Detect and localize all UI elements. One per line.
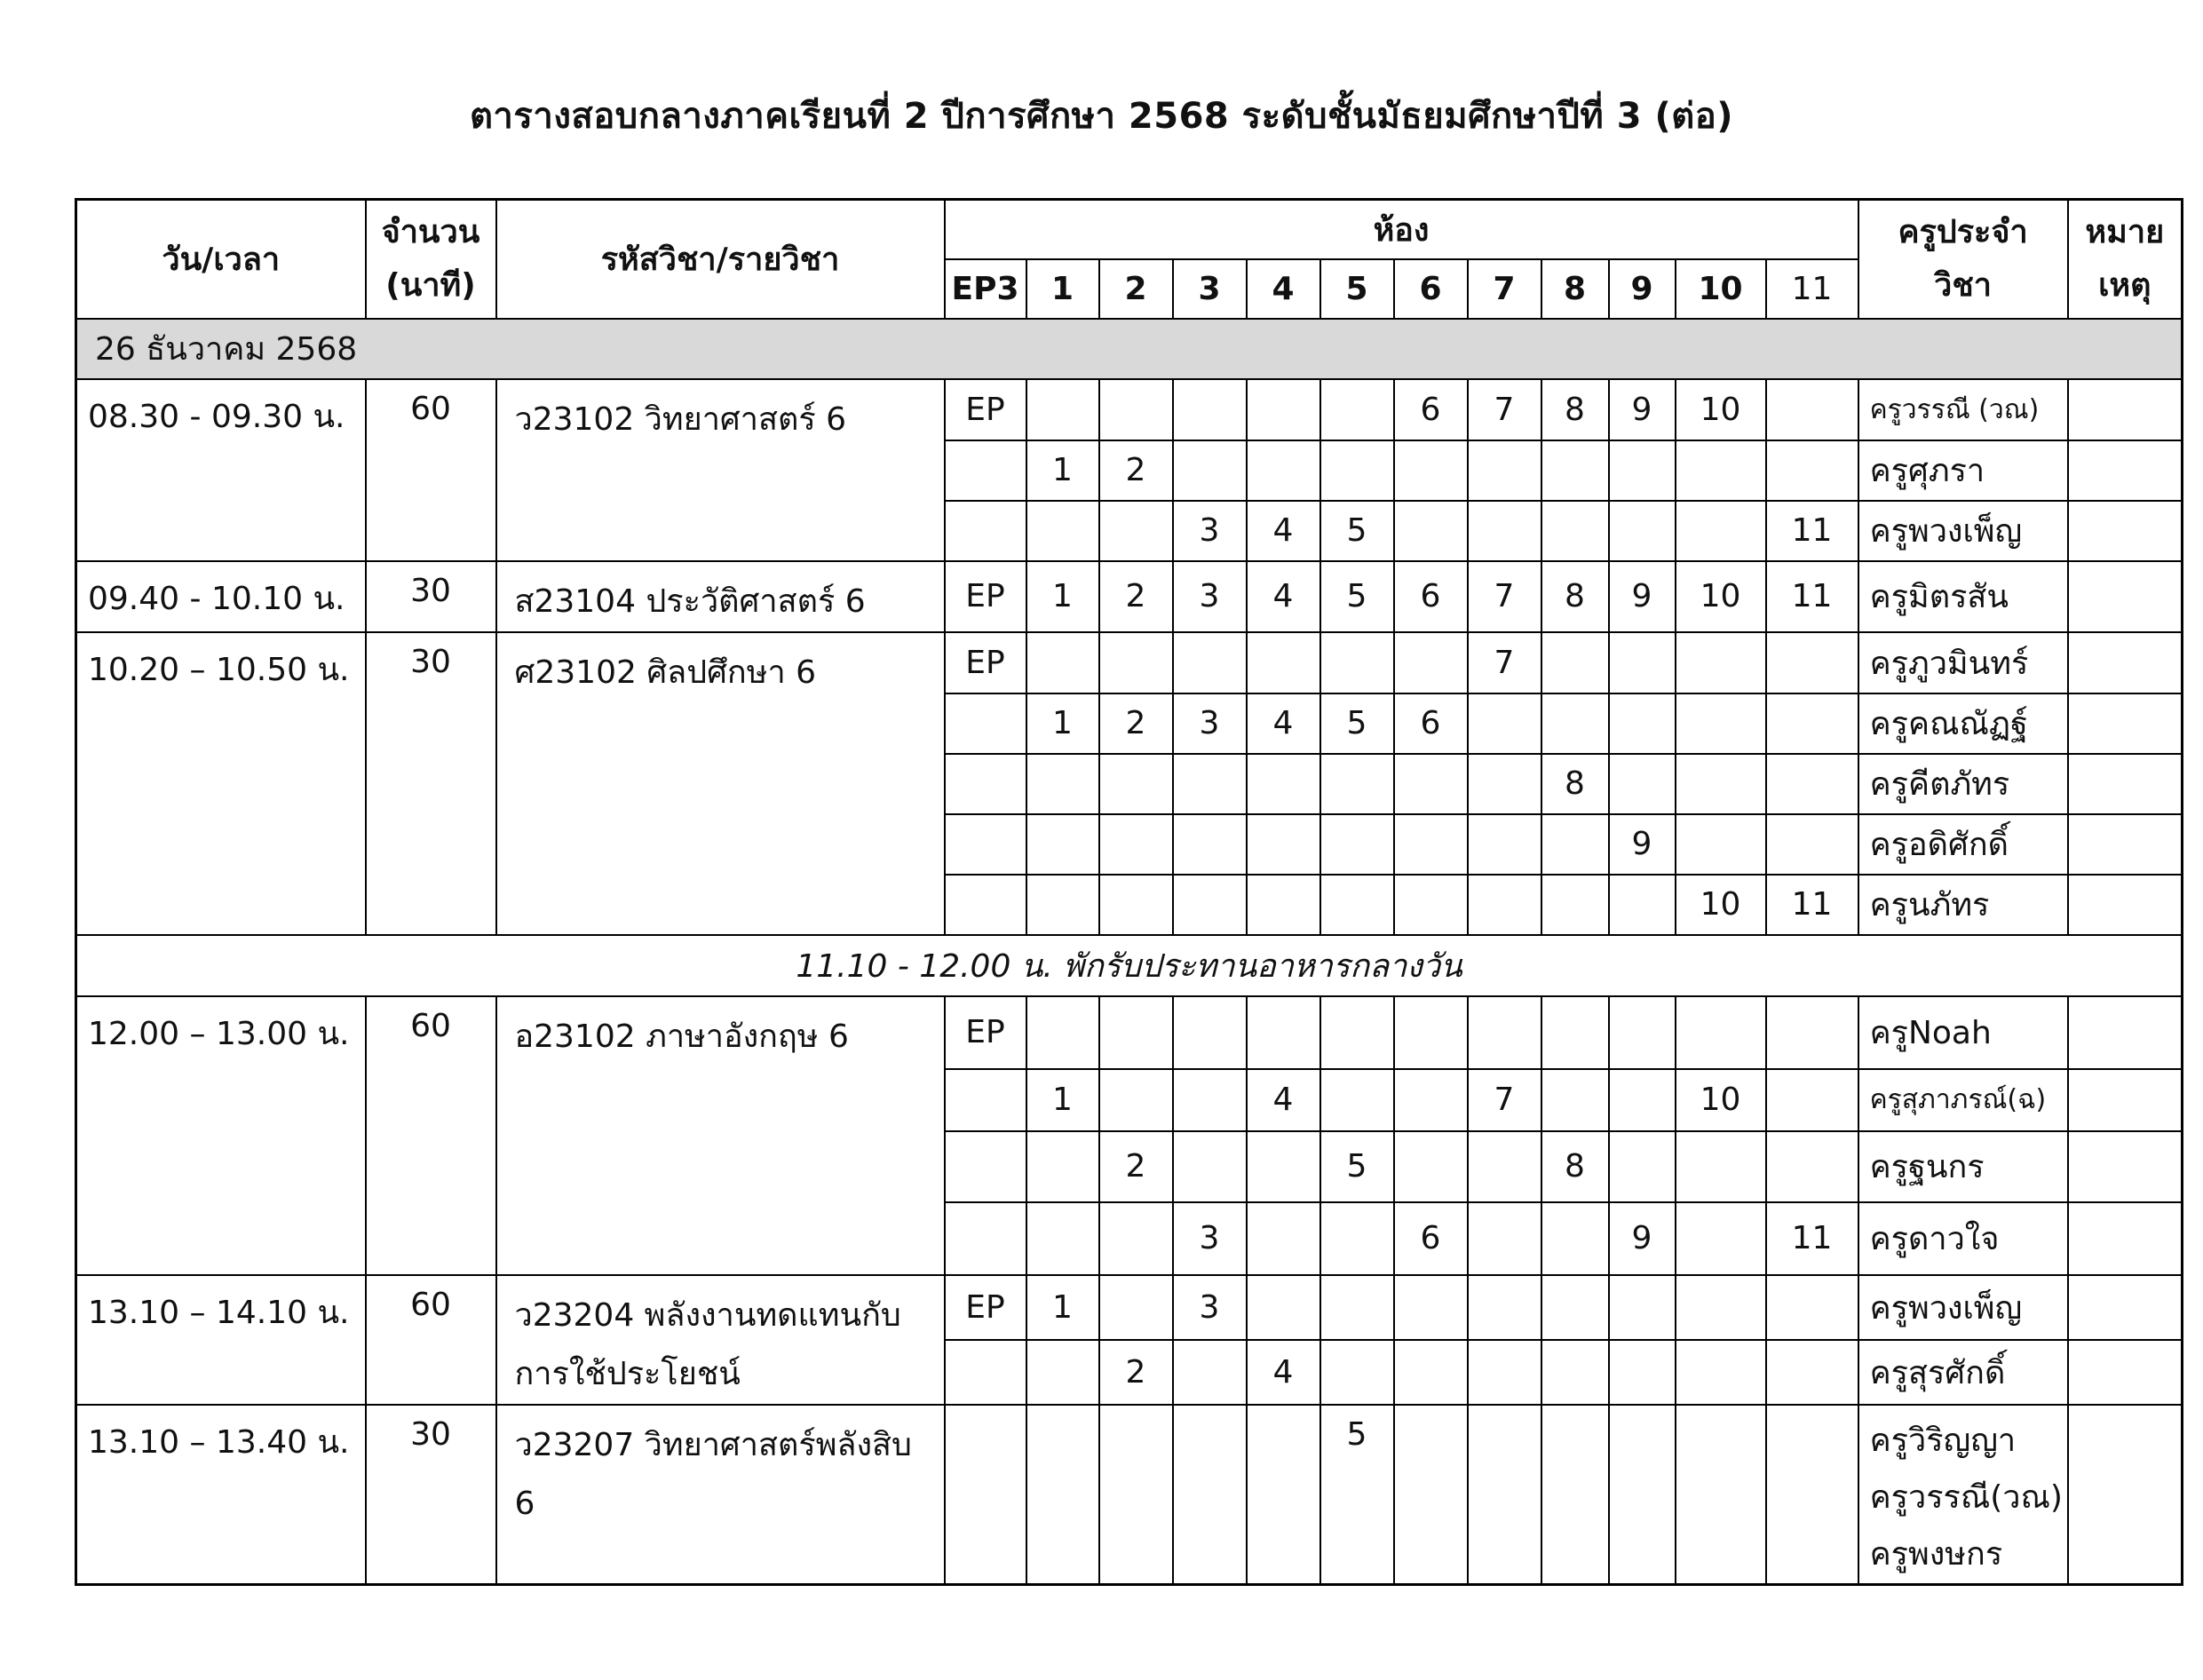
room-cell	[1541, 440, 1609, 501]
room-cell: 6	[1394, 1202, 1468, 1275]
room-cell	[945, 754, 1026, 814]
teacher-name: ครูพงษกร	[1869, 1535, 2003, 1573]
room-cell	[1541, 814, 1609, 875]
room-cell: 9	[1609, 561, 1676, 632]
room-cell	[1394, 1275, 1468, 1340]
room-cell: 3	[1173, 561, 1247, 632]
room-cell	[1394, 875, 1468, 935]
room-cell	[1394, 1340, 1468, 1405]
room-cell	[1026, 996, 1099, 1069]
room-cell	[1099, 754, 1173, 814]
room-cell: 2	[1099, 693, 1173, 754]
room-cell	[1394, 1131, 1468, 1202]
room-cell	[1320, 814, 1394, 875]
note-cell	[2068, 501, 2183, 561]
header-teacher-line2: วิชา	[1934, 266, 1992, 304]
teacher-name: ครูวิริญญา	[1869, 1422, 2017, 1459]
room-cell: 8	[1541, 1131, 1609, 1202]
room-cell	[945, 693, 1026, 754]
note-cell	[2068, 1131, 2183, 1202]
subject-cell	[496, 1275, 945, 1405]
room-cell	[1676, 632, 1766, 693]
room-cell	[1320, 875, 1394, 935]
room-cell	[1541, 632, 1609, 693]
room-cell	[1394, 1069, 1468, 1131]
room-cell	[945, 875, 1026, 935]
header-teacher	[1858, 200, 2068, 319]
room-cell	[1468, 814, 1541, 875]
room-cell	[1026, 379, 1099, 440]
note-cell	[2068, 693, 2183, 754]
time-cell: 10.20 – 10.50 น.	[76, 632, 366, 935]
room-cell	[1676, 1405, 1766, 1585]
header-duration-line2: (นาที)	[385, 266, 476, 304]
teacher-name: ครูวรรณี(วณ)	[1869, 1478, 2063, 1516]
room-cell	[1099, 875, 1173, 935]
room-cell: EP	[945, 996, 1026, 1069]
teacher-cell: ครูคีตภัทร	[1858, 754, 2068, 814]
duration-cell: 30	[366, 1405, 496, 1585]
room-cell	[1609, 1405, 1676, 1585]
room-cell	[1173, 632, 1247, 693]
room-cell	[1026, 814, 1099, 875]
room-header: 9	[1609, 259, 1676, 319]
teacher-cell	[1858, 1405, 2068, 1585]
room-cell	[1394, 1405, 1468, 1585]
room-cell	[1394, 754, 1468, 814]
room-cell	[1099, 814, 1173, 875]
teacher-cell: ครูนภัทร	[1858, 875, 2068, 935]
room-cell	[1676, 1275, 1766, 1340]
room-cell	[1766, 1069, 1858, 1131]
room-cell	[1173, 996, 1247, 1069]
room-cell: 8	[1541, 379, 1609, 440]
room-cell: 2	[1099, 1131, 1173, 1202]
room-cell	[945, 440, 1026, 501]
room-cell: 10	[1676, 379, 1766, 440]
room-cell	[1766, 1131, 1858, 1202]
room-cell: 3	[1173, 1275, 1247, 1340]
teacher-cell: ครูคณณัฏฐ์	[1858, 693, 2068, 754]
teacher-cell: ครูศุภรา	[1858, 440, 2068, 501]
room-cell: 10	[1676, 561, 1766, 632]
room-cell	[1609, 1131, 1676, 1202]
room-cell: 1	[1026, 693, 1099, 754]
room-cell	[1099, 1405, 1173, 1585]
room-cell	[1609, 875, 1676, 935]
room-cell	[1541, 1275, 1609, 1340]
header-room: ห้อง	[945, 200, 1858, 259]
room-cell: 8	[1541, 561, 1609, 632]
room-cell	[1541, 1069, 1609, 1131]
room-cell	[1247, 814, 1320, 875]
room-cell	[1676, 996, 1766, 1069]
duration-cell: 60	[366, 996, 496, 1275]
room-cell	[1609, 1340, 1676, 1405]
room-cell: 10	[1676, 1069, 1766, 1131]
duration-cell: 30	[366, 632, 496, 935]
room-cell	[1173, 1405, 1247, 1585]
page-title: ตารางสอบกลางภาคเรียนที่ 2 ปีการศึกษา 2568 ระดับชั้นมัธยมศึกษาปีที่ 3 (ต่อ)	[469, 96, 1734, 137]
room-cell	[1320, 440, 1394, 501]
subject-line: ว23207 วิทยาศาสตร์พลังสิบ	[514, 1426, 912, 1463]
room-cell	[1026, 1202, 1099, 1275]
room-cell: 1	[1026, 1069, 1099, 1131]
room-cell	[1099, 1202, 1173, 1275]
room-cell: 10	[1676, 875, 1766, 935]
note-cell	[2068, 440, 2183, 501]
room-cell	[1676, 1340, 1766, 1405]
room-cell: 4	[1247, 561, 1320, 632]
teacher-cell: ครูพวงเพ็ญ	[1858, 1275, 2068, 1340]
room-cell	[1173, 440, 1247, 501]
room-cell	[1173, 814, 1247, 875]
duration-cell: 60	[366, 1275, 496, 1405]
room-cell: 5	[1320, 693, 1394, 754]
room-cell: 2	[1099, 440, 1173, 501]
room-cell	[1766, 693, 1858, 754]
room-cell	[945, 501, 1026, 561]
lunch-break-row: 11.10 - 12.00 น. พักรับประทานอาหารกลางวัน	[76, 935, 2183, 996]
subject-cell	[496, 1405, 945, 1585]
room-cell	[1676, 754, 1766, 814]
date-row: 26 ธันวาคม 2568	[76, 319, 2183, 379]
room-cell	[1676, 693, 1766, 754]
room-header: 6	[1394, 259, 1468, 319]
subject-cell: ศ23102 ศิลปศึกษา 6	[496, 632, 945, 935]
header-duration-line1: จำนวน	[381, 213, 480, 250]
time-cell: 12.00 – 13.00 น.	[76, 996, 366, 1275]
room-cell: 5	[1320, 1131, 1394, 1202]
room-cell	[1609, 632, 1676, 693]
room-cell	[1676, 814, 1766, 875]
room-cell	[1320, 1275, 1394, 1340]
room-cell	[1173, 875, 1247, 935]
room-header: 7	[1468, 259, 1541, 319]
room-cell	[1468, 875, 1541, 935]
room-cell	[1468, 1131, 1541, 1202]
room-header: EP3	[945, 259, 1026, 319]
room-cell	[1320, 632, 1394, 693]
note-cell	[2068, 561, 2183, 632]
room-cell: 2	[1099, 1340, 1173, 1405]
room-cell: 4	[1247, 693, 1320, 754]
teacher-cell: ครูภูวมินทร์	[1858, 632, 2068, 693]
room-cell	[1247, 1131, 1320, 1202]
room-cell	[1468, 440, 1541, 501]
room-cell	[945, 1405, 1026, 1585]
room-cell	[1676, 1202, 1766, 1275]
room-header: 11	[1766, 259, 1858, 319]
note-cell	[2068, 379, 2183, 440]
room-cell	[945, 1069, 1026, 1131]
room-cell	[1766, 754, 1858, 814]
room-cell	[1173, 1069, 1247, 1131]
room-cell	[1320, 379, 1394, 440]
room-cell: 6	[1394, 561, 1468, 632]
room-cell	[1468, 1405, 1541, 1585]
teacher-cell: ครูวรรณี (วณ)	[1858, 379, 2068, 440]
room-cell: 9	[1609, 379, 1676, 440]
room-cell	[945, 1202, 1026, 1275]
subject-cell: อ23102 ภาษาอังกฤษ 6	[496, 996, 945, 1275]
room-cell	[1026, 632, 1099, 693]
room-cell	[1247, 1202, 1320, 1275]
room-cell: 4	[1247, 501, 1320, 561]
teacher-cell: ครูมิตรสัน	[1858, 561, 2068, 632]
room-cell	[1026, 1131, 1099, 1202]
room-cell: 1	[1026, 440, 1099, 501]
room-cell: 3	[1173, 1202, 1247, 1275]
teacher-cell: ครูสุภาภรณ์(ฉ)	[1858, 1069, 2068, 1131]
room-cell	[1247, 440, 1320, 501]
room-cell: 6	[1394, 379, 1468, 440]
room-cell: 11	[1766, 561, 1858, 632]
room-cell	[1676, 501, 1766, 561]
room-cell: 7	[1468, 561, 1541, 632]
duration-cell: 30	[366, 561, 496, 632]
room-cell	[1026, 1340, 1099, 1405]
header-note-line1: หมาย	[2085, 213, 2165, 250]
duration-cell: 60	[366, 379, 496, 561]
header-subject: รหัสวิชา/รายวิชา	[496, 200, 945, 319]
room-cell	[1541, 1340, 1609, 1405]
room-cell: 6	[1394, 693, 1468, 754]
room-cell	[945, 814, 1026, 875]
room-cell	[1766, 814, 1858, 875]
note-cell	[2068, 1340, 2183, 1405]
room-cell: 11	[1766, 501, 1858, 561]
room-cell: 4	[1247, 1069, 1320, 1131]
room-cell	[1541, 693, 1609, 754]
room-cell	[1099, 1069, 1173, 1131]
room-cell: 9	[1609, 1202, 1676, 1275]
room-cell	[1468, 1275, 1541, 1340]
room-cell	[945, 1340, 1026, 1405]
room-cell	[945, 1131, 1026, 1202]
teacher-cell: ครูพวงเพ็ญ	[1858, 501, 2068, 561]
subject-line: การใช้ประโยชน์	[514, 1355, 741, 1392]
room-cell	[1766, 379, 1858, 440]
time-cell: 13.10 – 14.10 น.	[76, 1275, 366, 1405]
note-cell	[2068, 875, 2183, 935]
room-cell: 7	[1468, 379, 1541, 440]
room-cell: 11	[1766, 875, 1858, 935]
room-cell: 3	[1173, 501, 1247, 561]
header-datetime: วัน/เวลา	[76, 200, 366, 319]
room-cell	[1099, 996, 1173, 1069]
room-cell	[1247, 632, 1320, 693]
room-cell	[1026, 1405, 1099, 1585]
subject-cell: ส23104 ประวัติศาสตร์ 6	[496, 561, 945, 632]
room-cell: 3	[1173, 693, 1247, 754]
note-cell	[2068, 996, 2183, 1069]
subject-cell: ว23102 วิทยาศาสตร์ 6	[496, 379, 945, 561]
time-cell: 08.30 - 09.30 น.	[76, 379, 366, 561]
room-cell	[1247, 1405, 1320, 1585]
room-cell	[1394, 814, 1468, 875]
room-cell	[1676, 1131, 1766, 1202]
room-cell: 4	[1247, 1340, 1320, 1405]
teacher-cell: ครูอดิศักดิ์	[1858, 814, 2068, 875]
header-note-line2: เหตุ	[2098, 266, 2151, 304]
room-cell: 5	[1320, 501, 1394, 561]
teacher-cell: ครูฐนกร	[1858, 1131, 2068, 1202]
room-cell	[1766, 1340, 1858, 1405]
room-cell	[1394, 996, 1468, 1069]
note-cell	[2068, 1069, 2183, 1131]
room-cell	[1099, 379, 1173, 440]
room-cell	[1394, 501, 1468, 561]
room-cell	[1394, 632, 1468, 693]
room-cell: 9	[1609, 814, 1676, 875]
room-cell: 5	[1320, 1405, 1394, 1585]
room-header: 10	[1676, 259, 1766, 319]
room-cell	[1026, 754, 1099, 814]
room-cell	[1320, 1340, 1394, 1405]
note-cell	[2068, 632, 2183, 693]
room-cell	[1099, 501, 1173, 561]
room-cell	[1247, 1275, 1320, 1340]
room-cell	[1468, 1340, 1541, 1405]
room-cell: 1	[1026, 1275, 1099, 1340]
room-cell	[1320, 1069, 1394, 1131]
room-header: 5	[1320, 259, 1394, 319]
room-cell	[1394, 440, 1468, 501]
room-cell: 7	[1468, 1069, 1541, 1131]
room-cell	[1541, 1202, 1609, 1275]
room-cell	[1676, 440, 1766, 501]
room-cell	[1468, 693, 1541, 754]
room-cell: 2	[1099, 561, 1173, 632]
room-cell	[1026, 875, 1099, 935]
room-cell	[1541, 501, 1609, 561]
room-cell	[1247, 875, 1320, 935]
room-cell	[1320, 996, 1394, 1069]
room-cell	[1609, 693, 1676, 754]
time-cell: 09.40 - 10.10 น.	[76, 561, 366, 632]
room-cell: 7	[1468, 632, 1541, 693]
room-cell	[1468, 1202, 1541, 1275]
time-cell: 13.10 – 13.40 น.	[76, 1405, 366, 1585]
room-cell	[1609, 440, 1676, 501]
note-cell	[2068, 754, 2183, 814]
room-cell	[1468, 501, 1541, 561]
room-cell	[1468, 996, 1541, 1069]
room-cell	[1609, 996, 1676, 1069]
room-header: 8	[1541, 259, 1609, 319]
room-cell	[1609, 754, 1676, 814]
room-cell	[1766, 1275, 1858, 1340]
room-header: 2	[1099, 259, 1173, 319]
room-cell	[1173, 1131, 1247, 1202]
room-cell: EP	[945, 561, 1026, 632]
room-cell	[1766, 632, 1858, 693]
room-cell: 8	[1541, 754, 1609, 814]
room-cell: EP	[945, 1275, 1026, 1340]
room-header: 4	[1247, 259, 1320, 319]
header-duration	[366, 200, 496, 319]
room-cell	[1026, 501, 1099, 561]
room-cell	[1541, 996, 1609, 1069]
room-cell	[1766, 1405, 1858, 1585]
room-cell	[1173, 379, 1247, 440]
header-teacher-line1: ครูประจำ	[1898, 213, 2028, 250]
exam-schedule-table	[75, 198, 2183, 1586]
room-cell	[1320, 1202, 1394, 1275]
room-cell	[1320, 754, 1394, 814]
room-header: 1	[1026, 259, 1099, 319]
room-cell	[1173, 1340, 1247, 1405]
room-cell: EP	[945, 379, 1026, 440]
header-note	[2068, 200, 2183, 319]
note-cell	[2068, 1275, 2183, 1340]
room-cell: 1	[1026, 561, 1099, 632]
room-cell	[1247, 754, 1320, 814]
room-cell	[1609, 1069, 1676, 1131]
subject-line: ว23204 พลังงานทดแทนกับ	[514, 1296, 901, 1334]
room-cell	[1247, 379, 1320, 440]
teacher-cell: ครูNoah	[1858, 996, 2068, 1069]
room-cell	[1766, 440, 1858, 501]
room-cell: EP	[945, 632, 1026, 693]
note-cell	[2068, 1202, 2183, 1275]
room-cell	[1541, 1405, 1609, 1585]
room-cell	[1247, 996, 1320, 1069]
room-cell	[1609, 1275, 1676, 1340]
subject-line: 6	[514, 1485, 535, 1522]
room-cell	[1173, 754, 1247, 814]
room-cell	[1766, 996, 1858, 1069]
teacher-cell: ครูสุรศักดิ์	[1858, 1340, 2068, 1405]
room-cell	[1099, 1275, 1173, 1340]
note-cell	[2068, 814, 2183, 875]
room-cell	[1541, 875, 1609, 935]
room-cell	[1468, 754, 1541, 814]
room-header: 3	[1173, 259, 1247, 319]
room-cell	[1099, 632, 1173, 693]
room-cell	[1609, 501, 1676, 561]
note-cell	[2068, 1405, 2183, 1585]
room-cell: 11	[1766, 1202, 1858, 1275]
teacher-cell: ครูดาวใจ	[1858, 1202, 2068, 1275]
room-cell: 5	[1320, 561, 1394, 632]
